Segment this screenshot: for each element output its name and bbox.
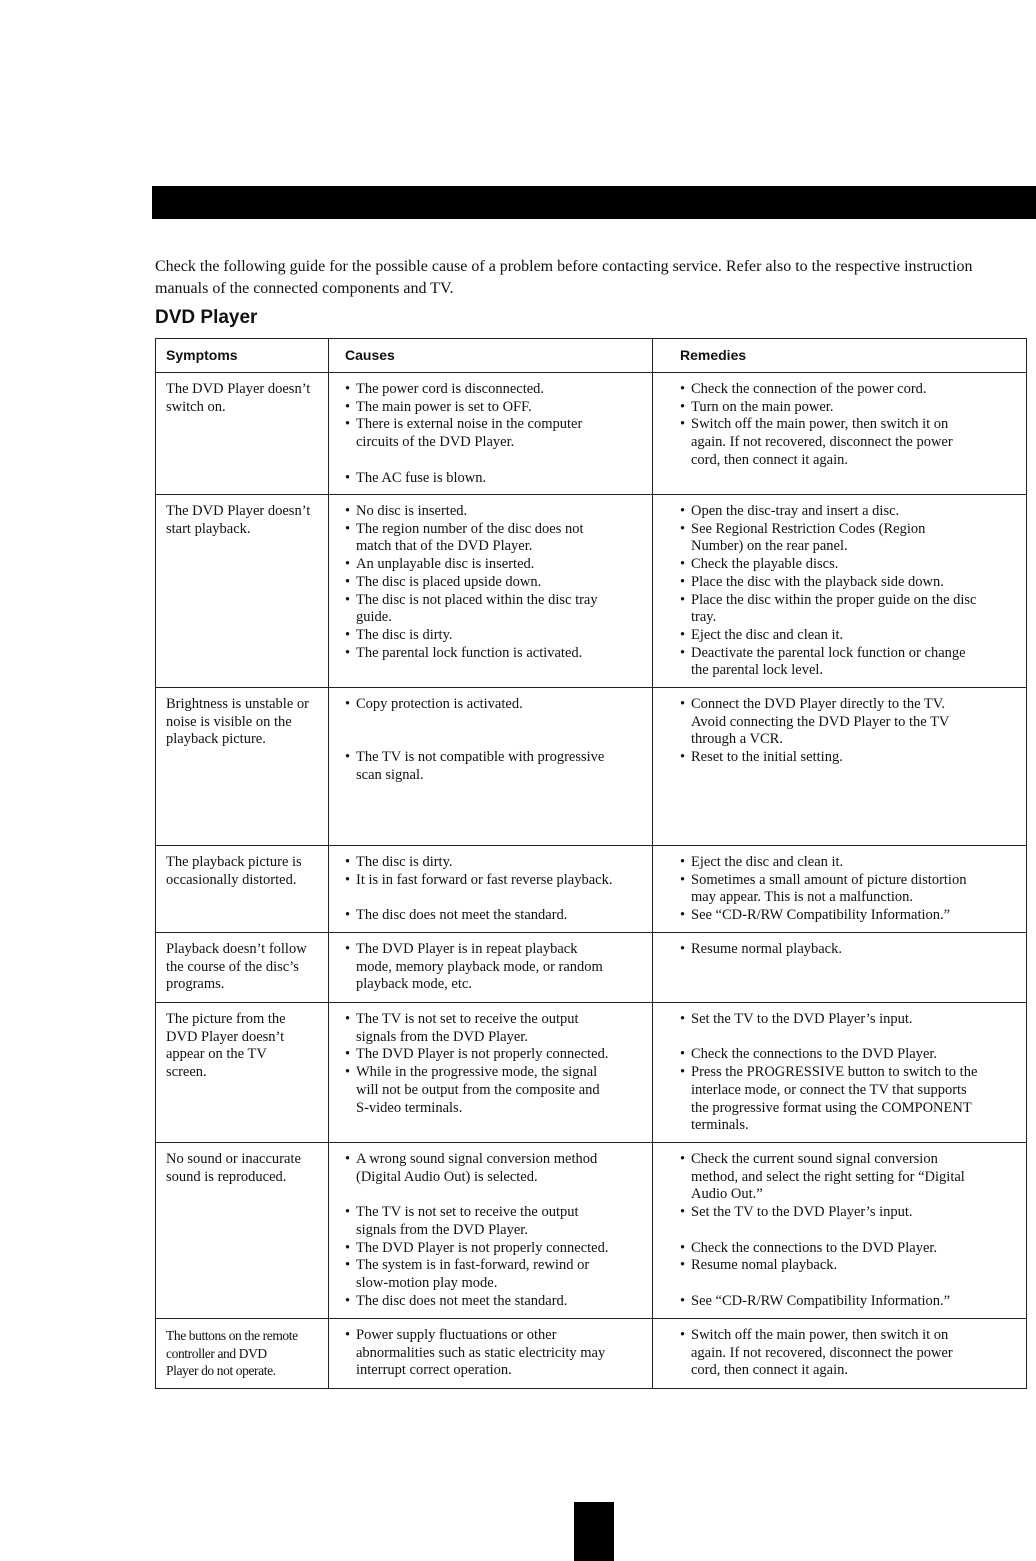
cause-item: • There is external noise in the computer circuits of the DVD Player. xyxy=(345,416,648,451)
symptom-cell xyxy=(156,933,329,1003)
remedie-item: • Eject the disc and clean it. xyxy=(680,627,1022,645)
remedie-item: • Switch off the main power, then switch it on again. If not recovered, disconnect the power cord, then connect it again. xyxy=(680,416,1022,469)
cause-item: • The power cord is disconnected. xyxy=(345,381,648,399)
symptom-text: The DVD Player doesn’t start playback. xyxy=(166,503,311,537)
remedie-item: • Resume nomal playback. xyxy=(680,1257,1022,1275)
remedie-item: • Deactivate the parental lock function or change the parental lock level. xyxy=(680,645,1022,680)
symptom-text: Playback doesn’t follow the course of the disc’s programs. xyxy=(166,941,307,993)
symptom-cell xyxy=(156,1003,329,1143)
header-remedies xyxy=(653,339,1027,373)
cause-item: • The disc does not meet the standard. xyxy=(345,1293,648,1311)
cause-cell xyxy=(329,1003,653,1143)
cause-item: • An unplayable disc is inserted. xyxy=(345,556,648,574)
cause-item: • The disc does not meet the standard. xyxy=(345,907,648,925)
remedie-cell xyxy=(653,495,1027,688)
remedie-item: • See “CD-R/RW Compatibility Information.” xyxy=(680,907,1022,925)
remedie-item: • Reset to the initial setting. xyxy=(680,749,1022,767)
remedie-cell xyxy=(653,688,1027,846)
header-label: Remedies xyxy=(680,347,747,363)
table-row xyxy=(156,933,1027,1003)
symptom-cell xyxy=(156,688,329,846)
cause-item: • The region number of the disc does not match that of the DVD Player. xyxy=(345,521,648,556)
table-row xyxy=(156,688,1027,846)
causes-list xyxy=(329,688,652,784)
cause-item: • While in the progressive mode, the signal will not be output from the composite and S-video terminals. xyxy=(345,1064,648,1117)
remedie-cell xyxy=(653,846,1027,933)
remedie-item: • Check the connections to the DVD Player. xyxy=(680,1046,1022,1064)
cause-cell xyxy=(329,1143,653,1319)
symptom-cell xyxy=(156,373,329,495)
table-row xyxy=(156,495,1027,688)
cause-cell xyxy=(329,373,653,495)
remedie-item: • Eject the disc and clean it. xyxy=(680,854,1022,872)
table-row xyxy=(156,1143,1027,1319)
cause-item: • The disc is placed upside down. xyxy=(345,574,648,592)
cause-cell xyxy=(329,495,653,688)
cause-item: • The AC fuse is blown. xyxy=(345,470,648,488)
symptom-text: The DVD Player doesn’t switch on. xyxy=(166,381,311,415)
remedie-item: • Place the disc within the proper guide on the disc tray. xyxy=(680,592,1022,627)
remedie-cell xyxy=(653,1319,1027,1389)
remedie-cell xyxy=(653,373,1027,495)
cause-item: • Power supply fluctuations or other abnormalities such as static electricity may interrupt correct operation. xyxy=(345,1327,648,1380)
cause-item: • The disc is dirty. xyxy=(345,627,648,645)
causes-list xyxy=(329,1143,652,1310)
page-number-box xyxy=(574,1502,614,1561)
remedie-item: • Check the current sound signal conversion method, and select the right setting for “Digital Audio Out.” xyxy=(680,1151,1022,1204)
remedie-item: • Check the playable discs. xyxy=(680,556,1022,574)
remedie-item: • Check the connections to the DVD Player. xyxy=(680,1240,1022,1258)
cause-item: • The TV is not set to receive the output signals from the DVD Player. xyxy=(345,1204,648,1239)
spacer xyxy=(680,1029,1022,1047)
remedies-list xyxy=(653,688,1026,767)
cause-cell xyxy=(329,1319,653,1389)
remedies-list xyxy=(653,495,1026,680)
symptom-text: No sound or inaccurate sound is reproduced. xyxy=(166,1151,301,1185)
remedies-list xyxy=(653,373,1026,470)
remedies-list xyxy=(653,1143,1026,1310)
cause-item: • The parental lock function is activated. xyxy=(345,645,648,663)
remedie-item: • Set the TV to the DVD Player’s input. xyxy=(680,1204,1022,1222)
table-row xyxy=(156,846,1027,933)
symptom-cell xyxy=(156,1143,329,1319)
section-title: DVD Player xyxy=(155,307,258,328)
cause-item: • The disc is not placed within the disc tray guide. xyxy=(345,592,648,627)
header-label: Symptoms xyxy=(166,347,238,363)
header-label: Causes xyxy=(345,347,395,363)
remedie-item: • Sometimes a small amount of picture distortion may appear. This is not a malfunction. xyxy=(680,872,1022,907)
cause-item: • No disc is inserted. xyxy=(345,503,648,521)
remedie-item: • Set the TV to the DVD Player’s input. xyxy=(680,1011,1022,1029)
remedies-list xyxy=(653,933,1026,959)
section-header-bar xyxy=(152,186,1036,219)
cause-item: • Copy protection is activated. xyxy=(345,696,648,714)
remedie-cell xyxy=(653,1143,1027,1319)
cause-cell xyxy=(329,933,653,1003)
cause-item: • The main power is set to OFF. xyxy=(345,399,648,417)
remedie-item: • See “CD-R/RW Compatibility Information.” xyxy=(680,1293,1022,1311)
troubleshooting-table xyxy=(155,338,1027,1389)
causes-list xyxy=(329,933,652,994)
causes-list xyxy=(329,846,652,925)
remedies-list xyxy=(653,1319,1026,1380)
table-row xyxy=(156,1319,1027,1389)
spacer xyxy=(345,731,648,749)
symptom-text: Brightness is unstable or noise is visible on the playback picture. xyxy=(166,696,309,748)
remedie-cell xyxy=(653,933,1027,1003)
spacer xyxy=(345,452,648,470)
symptom-cell xyxy=(156,846,329,933)
symptom-cell xyxy=(156,1319,329,1389)
spacer xyxy=(345,714,648,732)
spacer xyxy=(345,1186,648,1204)
remedie-cell xyxy=(653,1003,1027,1143)
cause-cell xyxy=(329,688,653,846)
remedie-item: • Press the PROGRESSIVE button to switch to the interlace mode, or connect the TV that supports the progressive format using the COMPONENT terminals. xyxy=(680,1064,1022,1135)
spacer xyxy=(680,1222,1022,1240)
table-row xyxy=(156,373,1027,495)
remedie-item: • Switch off the main power, then switch it on again. If not recovered, disconnect the power cord, then connect it again. xyxy=(680,1327,1022,1380)
symptom-cell xyxy=(156,495,329,688)
remedie-item: • Open the disc-tray and insert a disc. xyxy=(680,503,1022,521)
remedie-item: • Connect the DVD Player directly to the TV. Avoid connecting the DVD Player to the TV through a VCR. xyxy=(680,696,1022,749)
intro-text: Check the following guide for the possible cause of a problem before contacting service. Refer also to the respective instruction manuals of the connected components and TV. xyxy=(155,258,973,297)
remedies-list xyxy=(653,846,1026,925)
cause-item: • A wrong sound signal conversion method (Digital Audio Out) is selected. xyxy=(345,1151,648,1186)
remedie-item: • Place the disc with the playback side down. xyxy=(680,574,1022,592)
cause-item: • The system is in fast-forward, rewind or slow-motion play mode. xyxy=(345,1257,648,1292)
symptom-text: The playback picture is occasionally distorted. xyxy=(166,854,302,888)
causes-list xyxy=(329,1003,652,1117)
table-row xyxy=(156,1003,1027,1143)
remedie-item: • Resume normal playback. xyxy=(680,941,1022,959)
remedies-list xyxy=(653,1003,1026,1135)
header-causes xyxy=(329,339,653,373)
remedie-item: • See Regional Restriction Codes (Region Number) on the rear panel. xyxy=(680,521,1022,556)
cause-cell xyxy=(329,846,653,933)
spacer xyxy=(680,1275,1022,1293)
header-symptoms xyxy=(156,339,329,373)
causes-list xyxy=(329,495,652,662)
remedie-item: • Turn on the main power. xyxy=(680,399,1022,417)
table-header-row xyxy=(156,339,1027,373)
causes-list xyxy=(329,1319,652,1380)
cause-item: • The disc is dirty. xyxy=(345,854,648,872)
cause-item: • It is in fast forward or fast reverse playback. xyxy=(345,872,648,890)
cause-item: • The DVD Player is not properly connected. xyxy=(345,1046,648,1064)
cause-item: • The DVD Player is not properly connected. xyxy=(345,1240,648,1258)
causes-list xyxy=(329,373,652,487)
cause-item: • The TV is not compatible with progressive scan signal. xyxy=(345,749,648,784)
cause-item: • The TV is not set to receive the output signals from the DVD Player. xyxy=(345,1011,648,1046)
symptom-text: The picture from the DVD Player doesn’t appear on the TV screen. xyxy=(166,1011,286,1081)
remedie-item: • Check the connection of the power cord. xyxy=(680,381,1022,399)
cause-item: • The DVD Player is in repeat playback mode, memory playback mode, or random playback mode, etc. xyxy=(345,941,648,994)
symptom-text: The buttons on the remote controller and DVD Player do not operate. xyxy=(166,1328,298,1379)
spacer xyxy=(345,889,648,907)
